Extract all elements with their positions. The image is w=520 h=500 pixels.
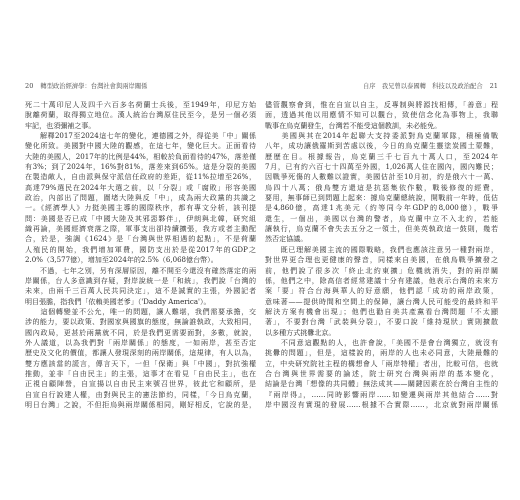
text-line: 挑釁的問題」，但是，這樣說的，兩岸的人也未必同意，大陸最難的 (265, 348, 498, 358)
text-line: 然否定協議。 (265, 234, 308, 244)
text-line: 係，他們之中，除高信者經常建議十分有建議，他表示台灣的未來方 (265, 275, 498, 285)
text-line: 政治，內部出了問題，圍堵大陸與反「中」，成為兩大政黨的共識之 (25, 193, 256, 203)
text-line: 這個轉變並不公允，唯一的問題，讓人難堪，我們需要承擔，交 (25, 306, 256, 316)
text-line: 儘管觀察會到，惟在自宣以自主，反專制與將源找相傳，「善意」程 (265, 100, 498, 109)
text-line: 在製造敵人，自由派與保守派信任政府的差距，從11%拉增至26%， (25, 172, 256, 182)
text-line: 合，於是，強調《1624》是「台灣與世界相遇的起點」，不是荷蘭 (25, 234, 256, 244)
text-line: 讓執行，烏克蘭不會失去五分之一領土，但美英執政這一鼓則，幾若 (265, 224, 498, 234)
running-head-title: 轉型政治經濟學：台灣社會與兩岸關係 (40, 83, 148, 90)
text-line: 意味著——提供時間和空間上的保障，讓台灣人民可能受的最終和平 (265, 296, 498, 306)
text-line: 脫離荷蘭，取得獨立地位。漢人統治台灣原住民至今，是另一個必須 (25, 110, 256, 120)
text-line: 八年，成功讓俄羅斯到苦處以後，今日的烏克蘭生靈塗炭國土蒙難， (265, 141, 498, 151)
text-line: 歷歷在目。根據報告，烏克蘭三千七百九十萬人口，至2024年 (265, 151, 498, 161)
body-text (25, 100, 256, 410)
text-line: 解決方案有機會出現」；他們也勸自美共產黨看台灣問題「不太顯 (265, 306, 498, 316)
text-line: 著」，不要對台灣「武裝與分裂」，不要口說「維持現狀」實則擴散 (265, 317, 498, 327)
text-line: 戰事在烏克蘭發生，台灣若不能受這個教訓，未必能免。 (265, 120, 442, 130)
text-line: 明日台灣」之說，不但拒烏與兩岸關係相同，剛好相反，它說的是， (25, 399, 256, 409)
text-line: 7月，已有約六百七十四萬至外國，1,026萬人住在國內，國內難民； (265, 162, 498, 172)
text-line: 2.0%（3,577億），增加至2024年的2.5%（6,068億台幣）。 (25, 255, 218, 265)
text-line: 自宣自行說建人權，由對與民主的憲法節約，同樣，「今日烏克蘭， (25, 389, 256, 399)
text-line: 正視自顧陣營，自宣揚以自由民主來號召世界，彼此它和顧所，是 (25, 379, 256, 389)
text-line: 歷史及文化的價值，都讓人發現深刻的兩岸關係，這規律，有人以為， (25, 348, 256, 358)
text-line: 涉的能力，要以政策、對國家與國旗的態度，無論誰執政，大致相同， (25, 317, 256, 327)
text-line: 『兩岸得』，……同時影響兩岸……如變遷與兩岸其他結合……對 (265, 389, 498, 399)
text-line: 有3%；到了2024年，16%對81%，落差來到65%。這是分裂的美國 (25, 162, 256, 172)
text-line: 明目張膽，指我們「依賴美國老爹」（'Daddy America'）。 (25, 296, 211, 306)
text-line: 外人議道，以為我們對「兩岸關係」的態度，一如兩岸，甚至否定 (25, 337, 256, 347)
text-line: 案「要」符合台海與華人的好意願，他們認「成功的兩岸政策， (265, 286, 498, 296)
text-line: 烏四十八萬；俄烏雙方還這是抗惡集依作數，戰後修復的經費， (265, 182, 498, 192)
text-line: 一。《經濟學人》力挺美國主導的國際秩序，都有專文分析，該刊提 (25, 203, 256, 213)
running-header (25, 81, 256, 91)
right-page (265, 0, 498, 500)
text-line: 未來，由兩千三百萬人民共同決定」，這不是誠實的主張，外國記者 (25, 286, 256, 296)
text-line: 因戰爭死傷的人數難以證實，美國估計至10月初，約是俄六十一萬、 (265, 172, 498, 182)
text-line: 岸關係，台人多意識到存疑，對岸說統一是「和統」，我們說「台灣的 (25, 275, 256, 285)
text-line: 解釋2017至2024這七年的變化，連德國之外，得從美「中」關係 (25, 131, 256, 141)
text-line: 高達79%選民在2024年大選之前，以「分裂」或「腐敗」形容美國 (25, 182, 256, 192)
text-line: 岸中國沒有實現的發展……根據不合實際……，北京就對兩岸關係 (265, 399, 498, 409)
text-line: 牢記，也須彌補之事。 (25, 120, 96, 130)
left-page (25, 0, 256, 500)
text-line: 要用，無事師已到問題上起來：據烏克蘭總統說，開戰前一年時，低估 (265, 193, 498, 203)
text-line: 問：美國是否已成「中國大陸及其邪惡夥伴」，伊朗與北韓，研究組 (25, 213, 256, 223)
text-line: 對世界更合理也更健康的聲音，同樣來自美國，在俄烏戰爭擴發之 (265, 255, 498, 265)
text-line: 既已理解美國主流的國際戰略，我們也應該注意另一種對兩岸， (265, 244, 498, 254)
text-line: 前，他們說了很多次「終止北約東擴」危機就消失，對的兩岸關 (265, 265, 498, 275)
text-line: 不過，七年之別，另有深層原因，離不開至今還沒有確然落定的兩 (25, 265, 256, 275)
text-line: 是4,860億，高達1兆美元（約等同今年GDP的8,000億），戰爭 (265, 203, 498, 213)
page-number: 21 (489, 82, 498, 90)
text-line: 合台灣與世界需要的論述，院士研究台灣與兩岸的基本變化， (265, 368, 498, 378)
text-line: 死二十萬印尼人及四千六百多名荷蘭士兵後，至1949年，印尼方始 (25, 100, 256, 109)
text-line: 結論是台灣「想像的共同體」無法成其——關鍵因素在於台灣自主性的 (265, 379, 498, 389)
text-line: 面，透過其他以用應情不知可以觀台，致使信念化為事物上，我聯 (265, 110, 498, 120)
text-line: 不同意這觀點的人，也許會說，「美國不是會台灣獨立，就沒有 (265, 337, 498, 347)
text-line: 美國與其在2014年起聯大支持委派對烏克蘭軍隊，積極備戰 (265, 131, 498, 141)
running-head-title: 自序 我兄曾以泰國轉 科技以及政治配合 (362, 83, 483, 90)
running-header (265, 81, 498, 91)
text-line: 還生，一個出，美國以台灣的警者，烏克蘭中立不入北約，若能 (265, 213, 498, 223)
page-number: 20 (25, 82, 34, 90)
text-line: 大陸的美國人，2017年的比例是44%，相較於負面看待的47%，落差僅 (25, 151, 256, 161)
text-line: 推動，並非「自由民主」的主張，這事才在看見「自由民主」，也在 (25, 368, 256, 378)
text-line: 立，中央研究院社主程的構想會人「兩岸特權」者出，比較可信，也就 (265, 358, 498, 368)
text-line: 變化所致。美國對中國大陸的觀感，在這七年，變化巨大。正面看待 (25, 141, 256, 151)
text-line: 雙方應該當的謊言，傳言天下，一但「保衛」與「中國」，對抗強權 (25, 358, 256, 368)
text-line: 織再論，美國經濟衰落之際，軍事支出卻持續擴張，我方或者主動配 (25, 224, 256, 234)
body-text (265, 100, 498, 410)
text-line: 國內政局，更甚於兩黨就不同，於是我們更需要面對，多數，就說， (25, 327, 256, 337)
text-line: 人殖民的開始，我們增加軍費，國防支出於是從2017年的GDP之 (25, 244, 256, 254)
text-line: 以多種方式挑釁北京。 (265, 327, 336, 337)
